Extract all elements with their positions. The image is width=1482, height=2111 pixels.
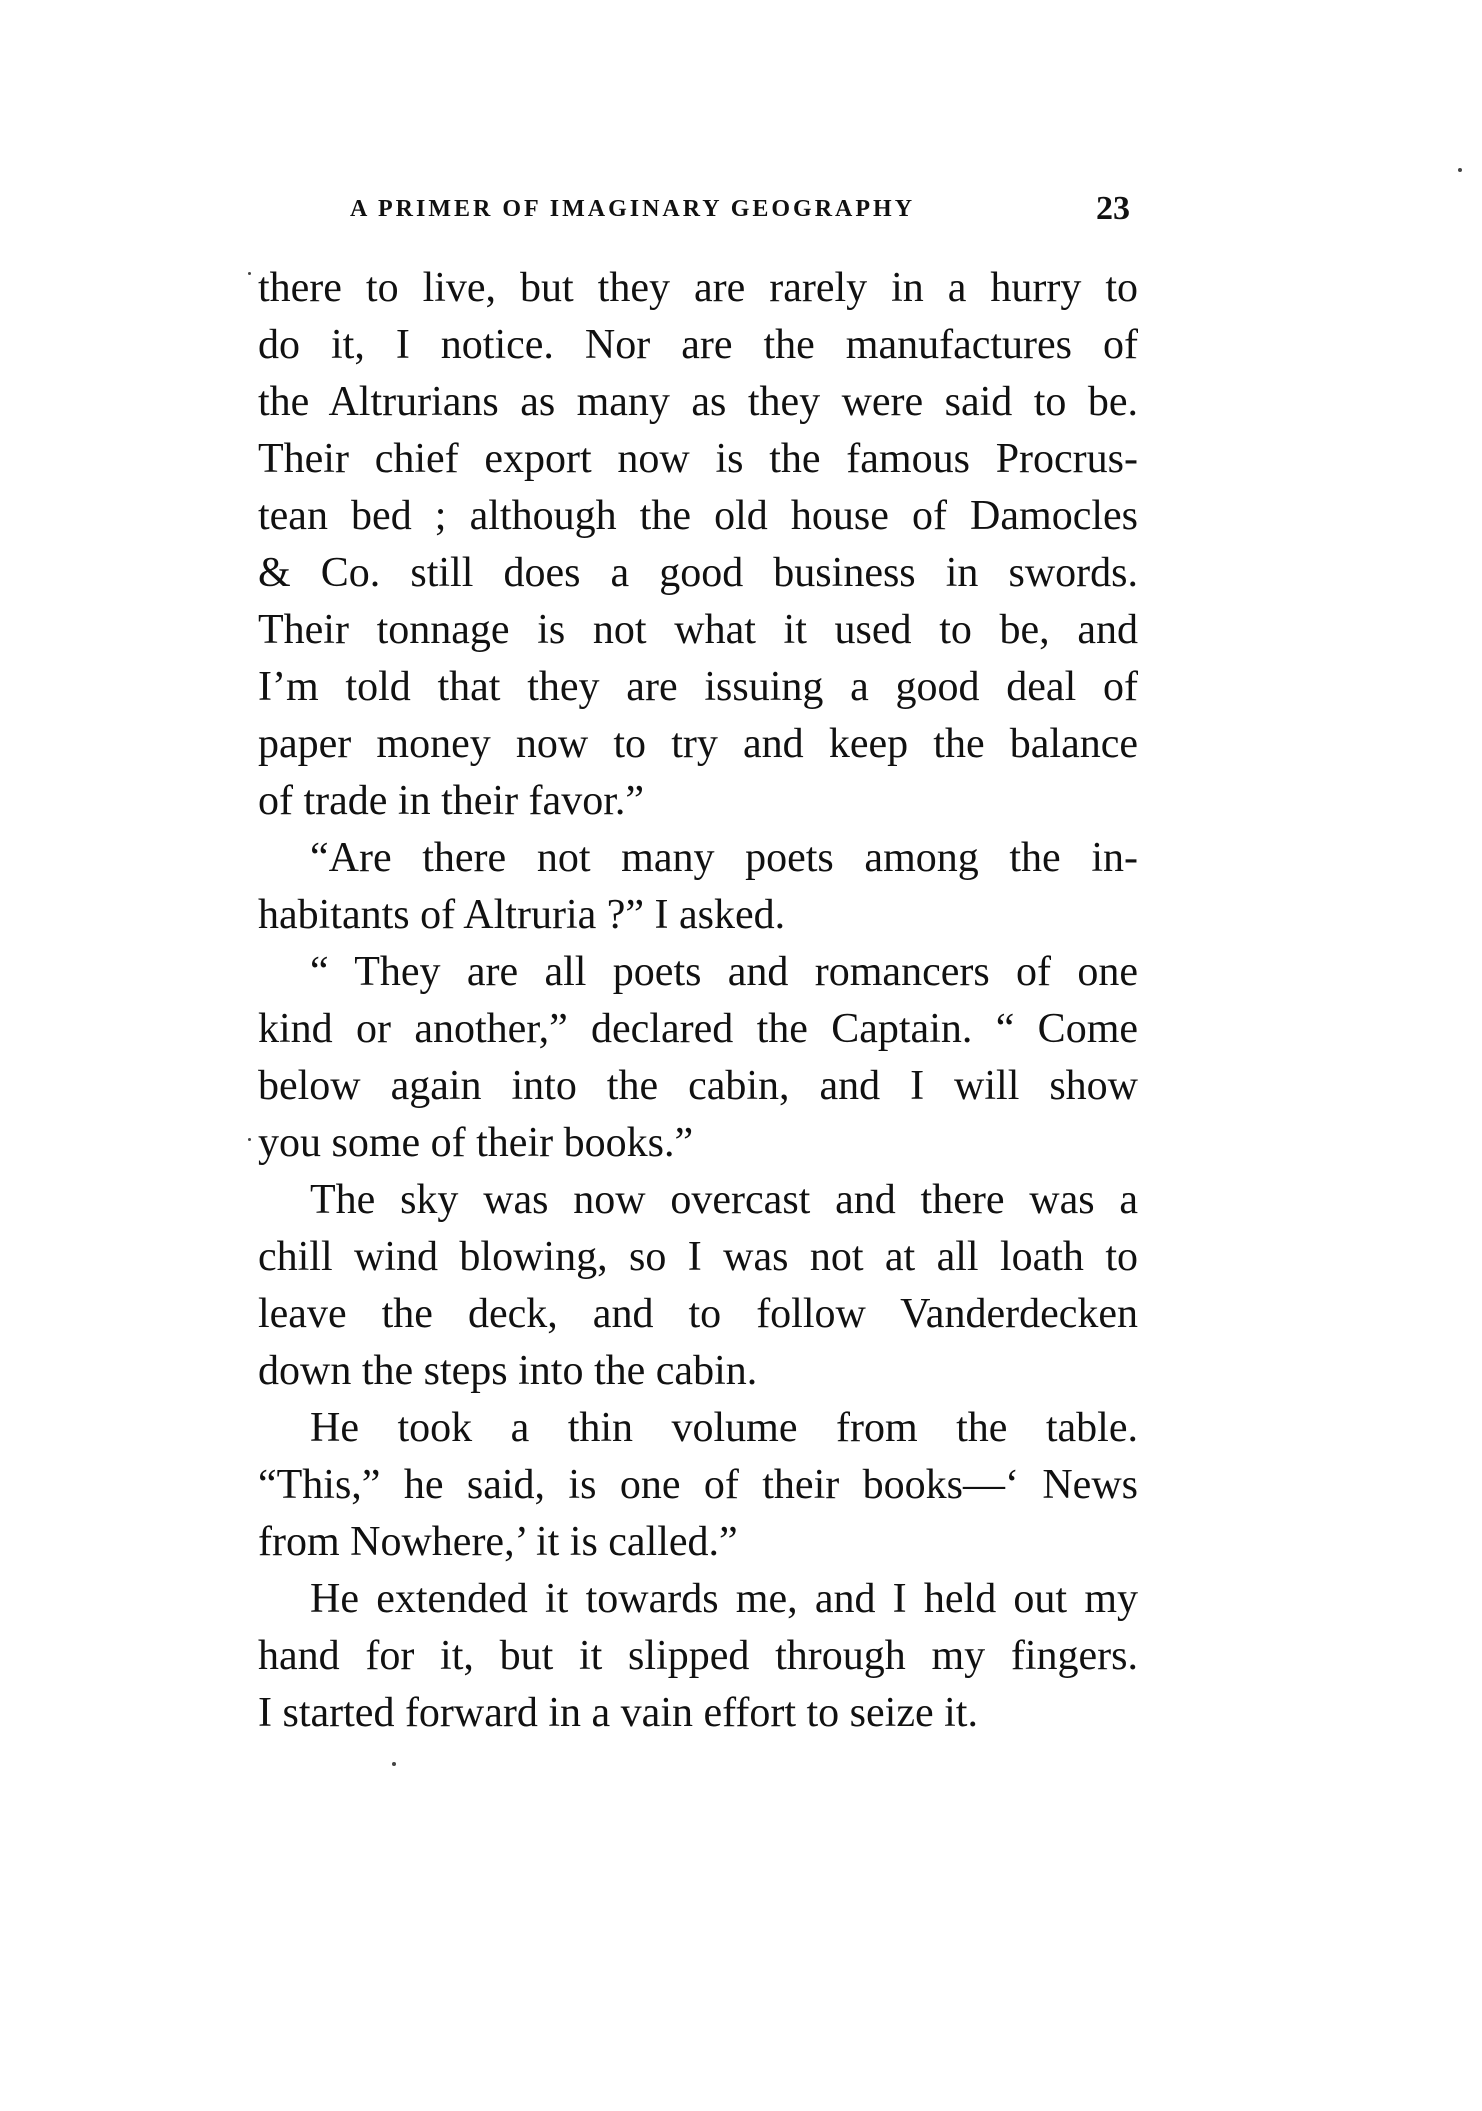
text-line: The sky was now overcast and there was a — [310, 1177, 1138, 1223]
text-line: of trade in their favor.” — [258, 778, 644, 824]
text-line: Their tonnage is not what it used to be, and — [258, 607, 1138, 653]
text-line: from Nowhere,’ it is called.” — [258, 1519, 738, 1565]
text-line: I’m told that they are issuing a good deal of — [258, 664, 1138, 710]
text-line: down the steps into the cabin. — [258, 1348, 758, 1394]
scan-speck — [248, 1138, 251, 1141]
page-number: 23 — [1096, 190, 1130, 227]
text-line: hand for it, but it slipped through my fingers. — [258, 1633, 1138, 1679]
text-line: there to live, but they are rarely in a hurry to — [258, 265, 1138, 311]
text-line: the Altrurians as many as they were said to be. — [258, 379, 1138, 425]
text-line: paper money now to try and keep the balance — [258, 721, 1138, 767]
text-line: “This,” he said, is one of their books—‘ News — [258, 1462, 1138, 1508]
paragraph — [258, 1172, 1138, 1400]
text-line: He took a thin volume from the table. — [310, 1405, 1138, 1451]
paragraph — [258, 1400, 1138, 1571]
text-line: leave the deck, and to follow Vanderdecken — [258, 1291, 1138, 1337]
paragraph — [258, 830, 1138, 944]
paragraph — [258, 1571, 1138, 1742]
text-line: chill wind blowing, so I was not at all loath to — [258, 1234, 1138, 1280]
text-line: “Are there not many poets among the in- — [310, 835, 1138, 881]
scan-speck — [1458, 168, 1462, 172]
scan-speck — [392, 1762, 396, 1766]
body-text — [258, 260, 1138, 1742]
text-line: “ They are all poets and romancers of one — [310, 949, 1138, 995]
text-line: do it, I notice. Nor are the manufactures of — [258, 322, 1138, 368]
text-line: Their chief export now is the famous Procrus- — [258, 436, 1138, 482]
scan-speck — [248, 272, 251, 275]
text-line: below again into the cabin, and I will show — [258, 1063, 1138, 1109]
text-line: He extended it towards me, and I held out my — [310, 1576, 1138, 1622]
text-line: kind or another,” declared the Captain. “ Come — [258, 1006, 1138, 1052]
text-line: tean bed ; although the old house of Damocles — [258, 493, 1138, 539]
text-line: I started forward in a vain effort to seize it. — [258, 1690, 978, 1736]
running-title: A PRIMER OF IMAGINARY GEOGRAPHY — [350, 196, 916, 222]
text-line: you some of their books.” — [258, 1120, 694, 1166]
text-line: & Co. still does a good business in swords. — [258, 550, 1138, 596]
running-head — [350, 190, 1130, 230]
paragraph — [258, 944, 1138, 1172]
paragraph — [258, 260, 1138, 830]
text-line: habitants of Altruria ?” I asked. — [258, 892, 786, 938]
